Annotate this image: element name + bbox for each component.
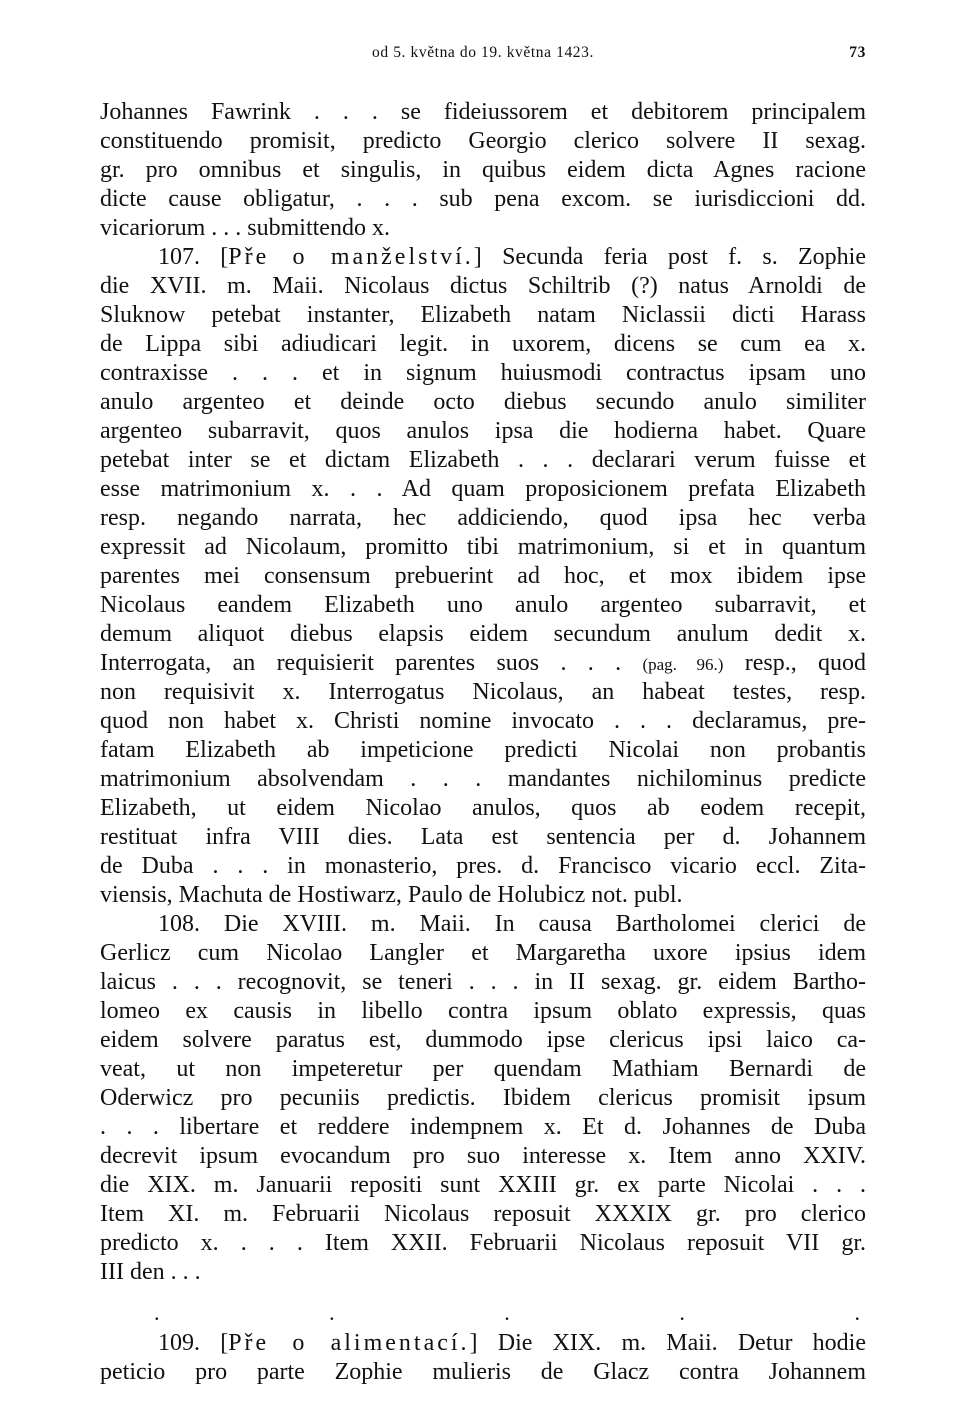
body-text — [100, 98, 866, 1387]
text-line: esse matrimonium x. . . Ad quam proposicionem prefata Elizabeth — [100, 476, 866, 502]
entry-text: Secunda feria post f. s. Zophie — [481, 244, 866, 270]
entry-title: Pře o alimentací. — [228, 1330, 470, 1356]
text-line: petebat inter se et dictam Elizabeth . . . declarari verum fuisse et — [100, 447, 866, 473]
entry-109-heading-line: 109. [Pře o alimentací.] Die XIX. m. Maii. Detur hodie — [158, 1330, 866, 1356]
entry-number: 109. — [158, 1330, 200, 1356]
text-line: decrevit ipsum evocandum pro suo interesse x. Item anno XXIV. — [100, 1143, 866, 1169]
text-line: vicariorum . . . submittendo x. — [100, 215, 390, 241]
text-line: peticio pro parte Zophie mulieris de Glacz contra Johannem — [100, 1359, 866, 1385]
running-title: od 5. května do 19. května 1423. — [372, 44, 594, 61]
text-line: Nicolaus eandem Elizabeth uno anulo argenteo subarravit, et — [100, 592, 866, 618]
running-head — [100, 38, 866, 70]
text-line: anulo argenteo et deinde octo diebus secundo anulo similiter — [100, 389, 866, 415]
text-line: matrimonium absolvendam . . . mandantes nichilominus predicte — [100, 766, 866, 792]
text-line: gr. pro omnibus et singulis, in quibus eidem dicta Agnes racione — [100, 157, 866, 183]
text-line: . . . libertare et reddere indempnem x. Et d. Johannes de Duba — [100, 1114, 866, 1140]
text-line: restituat infra VIII dies. Lata est sentencia per d. Johannem — [100, 824, 866, 850]
text-line: de Lippa sibi adiudicari legit. in uxorem, dicens se cum ea x. — [100, 331, 866, 357]
text-line: expressit ad Nicolaum, promitto tibi matrimonium, si et in quantum — [100, 534, 866, 560]
entry-107-heading-line: 107. [Pře o manželství.] Secunda feria post f. s. Zophie — [158, 244, 866, 270]
document-page — [100, 38, 866, 1387]
text-line: viensis, Machuta de Hostiwarz, Paulo de Holubicz not. publ. — [100, 882, 683, 908]
text-line: Elizabeth, ut eidem Nicolao anulos, quos ab eodem recepit, — [100, 795, 866, 821]
text-line: III den . . . — [100, 1259, 201, 1285]
interrogata-line: Interrogata, an requisierit parentes suos . . . (pag. 96.) resp., quod — [100, 650, 866, 676]
text-line: contraxisse . . . et in signum huiusmodi contractus ipsam uno — [100, 360, 866, 386]
omission-marker: . . . . . — [154, 1300, 866, 1325]
text-line: die XIX. m. Januarii repositi sunt XXIII gr. ex parte Nicolai . . . — [100, 1172, 866, 1198]
text-line: de Duba . . . in monasterio, pres. d. Francisco vicario eccl. Zita- — [100, 853, 866, 879]
text-line: die XVII. m. Maii. Nicolaus dictus Schiltrib (?) natus Arnoldi de — [100, 273, 866, 299]
page-reference: (pag. 96.) — [642, 655, 724, 674]
text-line: laicus . . . recognovit, se teneri . . . in II sexag. gr. eidem Bartho- — [100, 969, 866, 995]
page-number: 73 — [849, 44, 866, 61]
text-line: Item XI. m. Februarii Nicolaus reposuit XXXIX gr. pro clerico — [100, 1201, 866, 1227]
text-line: non requisivit x. Interrogatus Nicolaus, an habeat testes, resp. — [100, 679, 866, 705]
text-line: Johannes Fawrink . . . se fideiussorem et debitorem principalem — [100, 99, 866, 125]
text-line: Oderwicz pro pecuniis predictis. Ibidem clericus promisit ipsum — [100, 1085, 866, 1111]
text-line: dicte cause obligatur, . . . sub pena excom. se iurisdiccioni dd. — [100, 186, 866, 212]
entry-number: 107. — [158, 244, 200, 270]
text-line: predicto x. . . . Item XXII. Februarii Nicolaus reposuit VII gr. — [100, 1230, 866, 1256]
text-line: eidem solvere paratus est, dummodo ipse clericus ipsi laico ca- — [100, 1027, 866, 1053]
text-line: constituendo promisit, predicto Georgio clerico solvere II sexag. — [100, 128, 866, 154]
text-line: parentes mei consensum prebuerint ad hoc, et mox ibidem ipse — [100, 563, 866, 589]
entry-text: Die XIX. m. Maii. Detur hodie — [477, 1330, 866, 1356]
text-line: quod non habet x. Christi nomine invocato . . . declaramus, pre- — [100, 708, 866, 734]
entry-108-heading-line: 108. Die XVIII. m. Maii. In causa Bartholomei clerici de — [158, 911, 866, 937]
text-line: demum aliquot diebus elapsis eidem secundum anulum dedit x. — [100, 621, 866, 647]
text-line: fatam Elizabeth ab impeticione predicti Nicolai non probantis — [100, 737, 866, 763]
text-line: resp. negando narrata, hec addiciendo, quod ipsa hec verba — [100, 505, 866, 531]
text-line: veat, ut non impeteretur per quendam Mathiam Bernardi de — [100, 1056, 866, 1082]
text-line: lomeo ex causis in libello contra ipsum oblato expressis, quas — [100, 998, 866, 1024]
text-line: Gerlicz cum Nicolao Langler et Margaretha uxore ipsius idem — [100, 940, 866, 966]
text-line: Sluknow petebat instanter, Elizabeth natam Niclassii dicti Harass — [100, 302, 866, 328]
text-line: argenteo subarravit, quos anulos ipsa die hodierna habet. Quare — [100, 418, 866, 444]
entry-title: Pře o manželství. — [228, 244, 474, 270]
